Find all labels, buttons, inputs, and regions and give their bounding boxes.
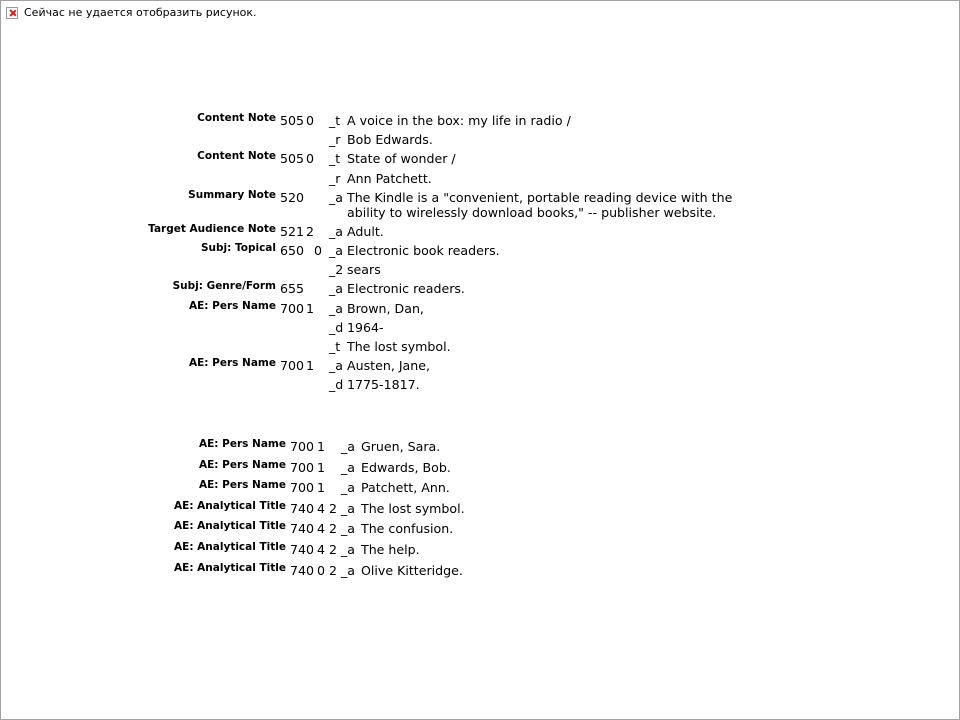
- subfield-text: Patchett, Ann.: [361, 480, 450, 496]
- marc-field-row: [0, 479, 960, 500]
- subfield-text: sears: [347, 262, 381, 278]
- subfield-code: _a: [341, 459, 356, 475]
- marc-field-row: [0, 131, 960, 150]
- marc-field-row: [0, 112, 960, 131]
- field-label: AE: Pers Name: [199, 438, 286, 450]
- marc-field-row: [0, 319, 960, 338]
- subfield-code: _t: [329, 113, 341, 128]
- marc-field-row: [0, 280, 960, 299]
- subfield-text: Bob Edwards.: [347, 132, 433, 148]
- subfield: [341, 542, 741, 557]
- field-indicators: 1: [317, 459, 326, 475]
- subfield: [341, 439, 741, 454]
- field-tag: 700: [290, 459, 315, 475]
- subfield: [329, 262, 779, 277]
- subfield: [329, 171, 779, 186]
- subfield-text: The help.: [361, 541, 420, 557]
- subfield-text: A voice in the box: my life in radio /: [347, 113, 571, 128]
- subfield-code: _r: [329, 132, 341, 148]
- marc-field-row: [0, 338, 960, 357]
- subfield: [329, 339, 779, 354]
- subfield-text: 1775-1817.: [347, 377, 420, 393]
- field-indicators: 1: [317, 439, 326, 454]
- broken-image-icon: [6, 7, 18, 19]
- subfield-text: Olive Kitteridge.: [361, 562, 463, 578]
- field-tag: 505: [280, 151, 305, 167]
- marc-field-row: [0, 500, 960, 521]
- marc-record-block-2: [0, 438, 960, 582]
- marc-field-row: [0, 520, 960, 541]
- subfield-text: Edwards, Bob.: [361, 459, 451, 475]
- subfield-code: _a: [341, 439, 356, 454]
- field-tag: 650: [280, 242, 305, 258]
- subfield-code: _a: [329, 189, 344, 205]
- subfield-text: Gruen, Sara.: [361, 439, 441, 454]
- field-label: AE: Pers Name: [189, 357, 276, 370]
- subfield: [329, 281, 779, 296]
- subfield-code: _a: [329, 242, 344, 258]
- subfield-text: Electronic readers.: [347, 281, 465, 297]
- field-indicators: 4 2: [317, 541, 338, 557]
- subfield: [329, 358, 779, 373]
- marc-field-row: [0, 459, 960, 480]
- marc-field-row: [0, 300, 960, 319]
- subfield-code: _d: [329, 319, 344, 335]
- subfield-code: _a: [341, 521, 356, 537]
- field-tag: 700: [290, 480, 315, 496]
- field-tag: 520: [280, 189, 305, 205]
- marc-field-row: [0, 562, 960, 583]
- marc-field-row: [0, 438, 960, 459]
- field-tag: 740: [290, 521, 315, 537]
- subfield: [341, 460, 741, 475]
- subfield-text: Adult.: [347, 223, 384, 239]
- subfield-code: _a: [329, 281, 344, 297]
- marc-field-row: [0, 223, 960, 242]
- marc-field-row: [0, 170, 960, 189]
- subfield-code: _a: [341, 500, 356, 516]
- field-tag: 505: [280, 113, 305, 128]
- field-label: AE: Analytical Title: [174, 499, 286, 512]
- subfield: [329, 243, 779, 258]
- marc-field-row: [0, 242, 960, 261]
- field-label: Content Note: [197, 112, 276, 124]
- subfield: [329, 224, 779, 239]
- subfield-text: Brown, Dan,: [347, 300, 424, 316]
- subfield-text: The confusion.: [361, 521, 454, 537]
- broken-image-placeholder: [6, 6, 257, 19]
- field-indicators: 1: [306, 300, 315, 316]
- field-label: Subj: Genre/Form: [172, 280, 276, 293]
- field-label: AE: Pers Name: [189, 299, 276, 312]
- field-label: Summary Note: [188, 188, 276, 201]
- field-indicators: 1: [317, 480, 326, 496]
- subfield: [329, 301, 779, 316]
- field-label: AE: Analytical Title: [174, 540, 286, 553]
- field-indicators: 1: [306, 358, 315, 374]
- subfield-code: _a: [341, 541, 356, 557]
- subfield-code: _a: [329, 300, 344, 316]
- subfield-code: _a: [329, 358, 344, 374]
- marc-field-row: [0, 376, 960, 395]
- subfield-text: The lost symbol.: [347, 338, 451, 354]
- field-tag: 740: [290, 500, 315, 516]
- marc-field-row: [0, 357, 960, 376]
- subfield-code: _2: [329, 262, 344, 278]
- subfield: [341, 480, 741, 495]
- field-label: AE: Analytical Title: [174, 520, 286, 533]
- subfield: [341, 563, 741, 578]
- field-indicators: 4 2: [317, 521, 338, 537]
- subfield: [341, 521, 741, 536]
- field-label: Subj: Topical: [200, 241, 276, 254]
- subfield-code: _a: [341, 562, 356, 578]
- field-label: AE: Pers Name: [199, 458, 286, 471]
- field-indicators: 0: [306, 242, 323, 258]
- subfield-code: _a: [329, 223, 344, 239]
- field-tag: 700: [280, 300, 305, 316]
- marc-field-row: [0, 541, 960, 562]
- marc-field-row: [0, 189, 960, 223]
- field-tag: 740: [290, 541, 315, 557]
- subfield-code: _t: [329, 338, 341, 354]
- field-indicators: 4 2: [317, 500, 338, 516]
- marc-record-block-1: [0, 112, 960, 395]
- field-tag: 700: [280, 358, 305, 374]
- subfield: [329, 113, 779, 128]
- field-tag: 700: [290, 439, 315, 454]
- subfield: [329, 151, 779, 166]
- subfield-text: Austen, Jane,: [347, 358, 430, 374]
- subfield-text: The Kindle is a "convenient, portable reading device with the ability to wirelessly download books," -- publisher website.: [347, 189, 733, 220]
- subfield-text: The lost symbol.: [361, 500, 465, 516]
- subfield-code: _t: [329, 151, 341, 167]
- subfield-text: Electronic book readers.: [347, 242, 500, 258]
- subfield-text: 1964-: [347, 319, 384, 335]
- subfield-code: _r: [329, 170, 341, 186]
- subfield-code: _a: [341, 480, 356, 496]
- subfield: [329, 377, 779, 392]
- broken-image-text: Сейчас не удается отобразить рисунок.: [24, 6, 257, 19]
- subfield-code: _d: [329, 377, 344, 393]
- subfield: [329, 320, 779, 335]
- marc-field-row: [0, 150, 960, 169]
- field-label: Content Note: [197, 150, 276, 163]
- field-label: AE: Analytical Title: [174, 561, 286, 574]
- subfield-text: State of wonder /: [347, 151, 456, 167]
- field-indicators: 0 2: [317, 562, 338, 578]
- field-tag: 655: [280, 281, 305, 297]
- subfield: [329, 132, 779, 147]
- subfield-text: Ann Patchett.: [347, 170, 432, 186]
- field-label: Target Audience Note: [148, 222, 276, 235]
- marc-field-row: [0, 261, 960, 280]
- field-indicators: 0: [306, 151, 315, 167]
- field-tag: 740: [290, 562, 315, 578]
- field-indicators: 2: [306, 223, 315, 239]
- field-tag: 521: [280, 223, 305, 239]
- subfield: [329, 190, 779, 220]
- field-indicators: 0: [306, 113, 315, 128]
- field-label: AE: Pers Name: [199, 479, 286, 492]
- subfield: [341, 501, 741, 516]
